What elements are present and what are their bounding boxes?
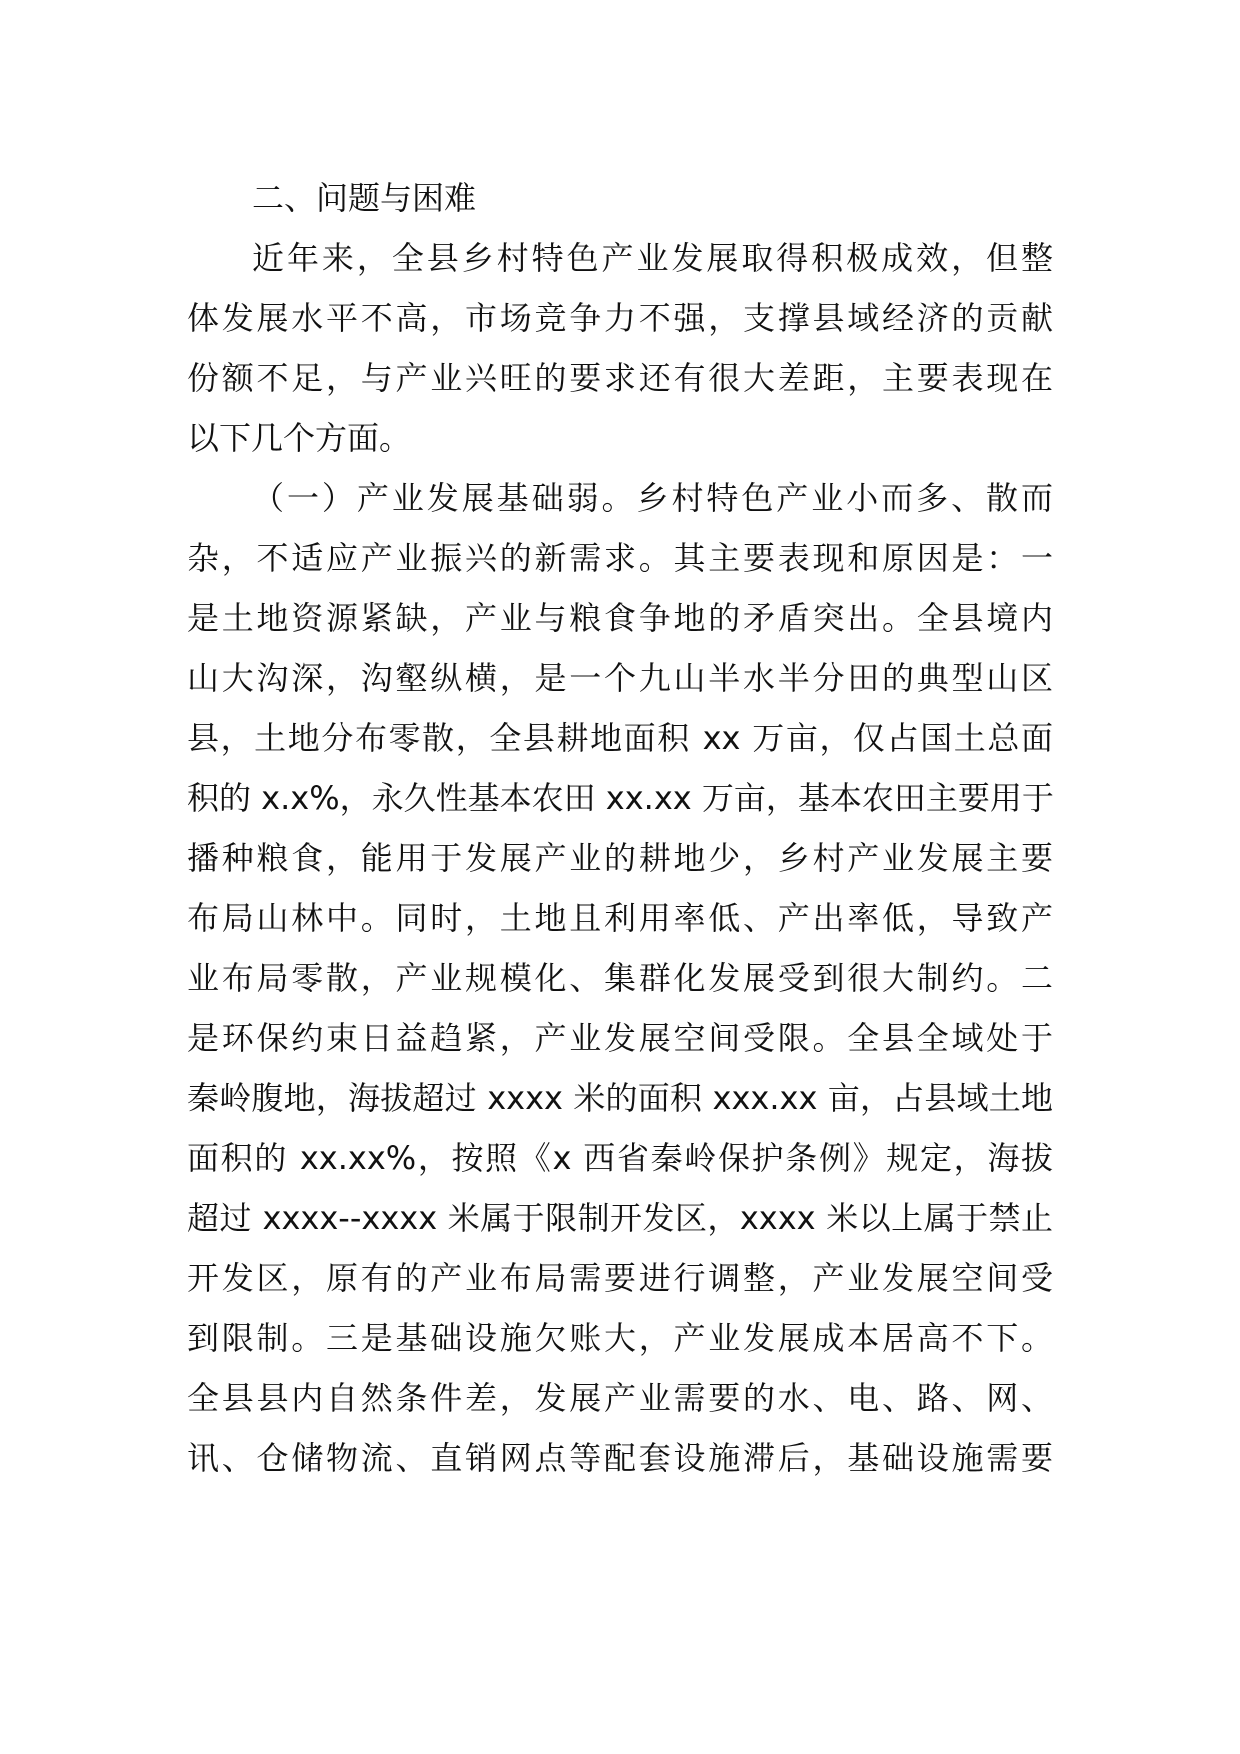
paragraph-line: 全县县内自然条件差，发展产业需要的水、电、路、网、: [187, 1379, 1053, 1417]
section-heading: 二、问题与困难: [252, 179, 477, 217]
paragraph-line: 面积的 xx.xx%，按照《x 西省秦岭保护条例》规定，海拔: [187, 1139, 1053, 1177]
paragraph-line: 积的 x.x%，永久性基本农田 xx.xx 万亩，基本农田主要用于: [187, 779, 1054, 817]
paragraph-line: 秦岭腹地，海拔超过 xxxx 米的面积 xxx.xx 亩，占县域土地: [187, 1079, 1053, 1117]
paragraph-line: 超过 xxxx--xxxx 米属于限制开发区，xxxx 米以上属于禁止: [187, 1199, 1053, 1237]
paragraph-line: （一）产业发展基础弱。乡村特色产业小而多、散而: [252, 479, 1053, 517]
paragraph-line: 布局山林中。同时，土地且利用率低、产出率低，导致产: [187, 899, 1053, 937]
paragraph-line: 近年来，全县乡村特色产业发展取得积极成效，但整: [252, 239, 1053, 277]
paragraph-line: 以下几个方面。: [187, 419, 412, 457]
paragraph-line: 体发展水平不高，市场竞争力不强，支撑县域经济的贡献: [187, 299, 1053, 337]
paragraph-line: 县，土地分布零散，全县耕地面积 xx 万亩，仅占国土总面: [187, 719, 1053, 757]
paragraph-line: 是环保约束日益趋紧，产业发展空间受限。全县全域处于: [187, 1019, 1053, 1057]
paragraph-line: 播种粮食，能用于发展产业的耕地少，乡村产业发展主要: [187, 839, 1053, 877]
paragraph-line: 杂，不适应产业振兴的新需求。其主要表现和原因是：一: [187, 539, 1053, 577]
paragraph-line: 山大沟深，沟壑纵横，是一个九山半水半分田的典型山区: [187, 659, 1053, 697]
paragraph-line: 开发区，原有的产业布局需要进行调整，产业发展空间受: [187, 1259, 1053, 1297]
paragraph-line: 到限制。三是基础设施欠账大，产业发展成本居高不下。: [187, 1319, 1053, 1357]
paragraph-line: 讯、仓储物流、直销网点等配套设施滞后，基础设施需要: [187, 1439, 1053, 1477]
paragraph-line: 是土地资源紧缺，产业与粮食争地的矛盾突出。全县境内: [187, 599, 1053, 637]
paragraph-line: 份额不足，与产业兴旺的要求还有很大差距，主要表现在: [187, 359, 1053, 397]
paragraph-line: 业布局零散，产业规模化、集群化发展受到很大制约。二: [187, 959, 1053, 997]
